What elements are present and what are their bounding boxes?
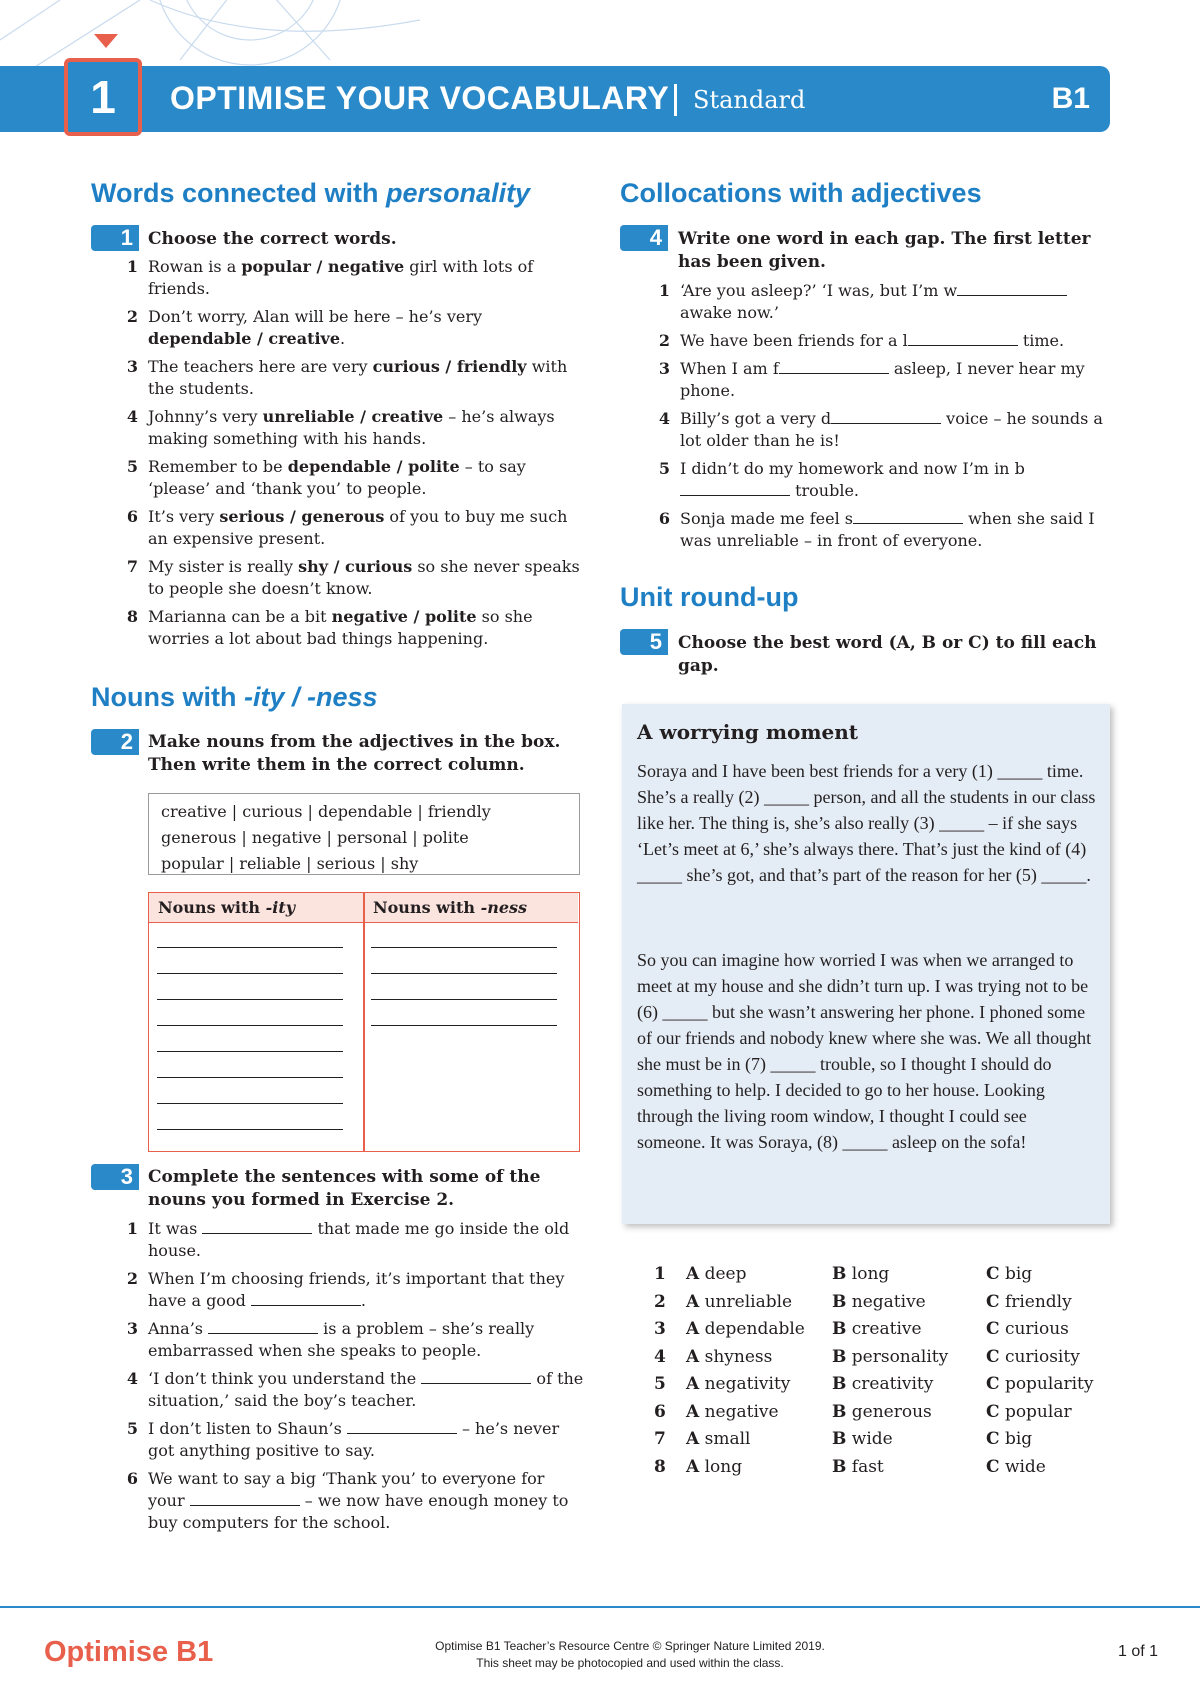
word-choice: curious / friendly [372, 357, 527, 376]
option-word: curious [1004, 1319, 1069, 1339]
option-b [832, 1457, 884, 1483]
answer-line [157, 999, 343, 1000]
list-item [648, 408, 1110, 452]
option-letter: B [832, 1374, 847, 1394]
nouns-ity-header: Nouns with -ity [149, 893, 363, 923]
copyright-line: This sheet may be photocopied and used within the class. [476, 1656, 784, 1670]
option-word: popularity [1004, 1374, 1094, 1394]
list-item [116, 1268, 586, 1312]
option-letter: A [686, 1319, 700, 1339]
item-number: 1 [126, 257, 138, 276]
option-word: creativity [851, 1374, 934, 1394]
item-text: . [340, 329, 346, 348]
option-letter: C [986, 1456, 1000, 1477]
exercise-2-instruction: Make nouns from the adjectives in the box. Then write them in the correct column. [148, 732, 561, 775]
answer-line [371, 947, 557, 948]
answer-line [371, 1025, 557, 1026]
answer-line [371, 973, 557, 974]
option-c [986, 1264, 1032, 1290]
option-a [686, 1347, 772, 1373]
item-number: 5 [126, 457, 138, 476]
item-number: 2 [126, 1269, 138, 1288]
list-item [648, 280, 1110, 324]
item-number: 3 [126, 1319, 138, 1338]
answer-gap [957, 281, 1067, 296]
option-letter: B [832, 1346, 847, 1367]
section-title-collocations: Collocations with adjectives [620, 178, 982, 208]
nouns-ness-header: Nouns with -ness [364, 893, 578, 923]
item-text: The teachers here are very [148, 357, 373, 376]
item-text: Johnny’s very [148, 407, 263, 426]
list-item [116, 506, 586, 550]
item-number: 3 [658, 359, 670, 378]
answer-gap [680, 481, 790, 496]
item-text: Anna’s [148, 1319, 209, 1338]
option-number: 1 [654, 1264, 666, 1284]
item-text: voice – he sounds a lot older than he is! [680, 409, 1103, 450]
option-word: wide [1004, 1456, 1046, 1477]
item-text: with the students. [148, 357, 568, 398]
answer-line [157, 1077, 343, 1078]
option-b [832, 1347, 948, 1373]
word-box [148, 793, 580, 875]
answer-gap [190, 1491, 300, 1506]
option-word: popular [1004, 1401, 1072, 1422]
exercise-4-items [648, 280, 1110, 558]
list-item [116, 556, 586, 600]
item-number: 2 [126, 307, 138, 326]
option-word: generous [851, 1401, 932, 1422]
option-c [986, 1402, 1072, 1428]
answer-gap [208, 1319, 318, 1334]
option-word: negative [851, 1291, 926, 1312]
option-c [986, 1429, 1032, 1455]
word-choice: popular / negative [241, 257, 405, 276]
answer-line [157, 1129, 343, 1130]
exercise-4-instruction: Write one word in each gap. The first letter has been given. [678, 229, 1091, 272]
item-text: ‘I don’t think you understand the [148, 1369, 422, 1388]
section-title-round-up: Unit round-up [620, 582, 799, 612]
story-paragraph-2: So you can imagine how worried I was when we arranged to meet at my house and she didn’t turn up. I was trying not to be (6) _____ but she wasn’t answering her phone. I phoned some of our friends and nobody knew where she was. We all thought she must be in (7) _____ trouble, so I thought I should do something to help. I decided to go to her house. Looking through the living room window, I thought I could see someone. It was Soraya, (8) _____ asleep on the sofa! [637, 950, 1092, 1152]
list-item [116, 1368, 586, 1412]
item-text: – he’s always making something with his hands. [148, 407, 555, 448]
item-text: . [360, 1291, 366, 1310]
answer-gap [853, 509, 963, 524]
option-word: long [704, 1456, 743, 1477]
option-word: fast [851, 1456, 884, 1477]
story-paragraph-1: Soraya and I have been best friends for a very (1) _____ time. She’s a really (2) _____ person, and all the students in our class like her. The thing is, she’s also really (3) _____ – if she says ‘Let’s meet at 6,’ she’s always there. That’s just the kind of (4) _____ she’s got, and that’s part of the reason for her (5) _____. [637, 761, 1096, 885]
word-box-line: creative | curious | dependable | friendly [161, 802, 491, 821]
list-item [116, 406, 586, 450]
option-letter: C [986, 1401, 1000, 1422]
option-word: deep [704, 1264, 747, 1284]
option-a [686, 1292, 792, 1318]
item-number: 4 [126, 1369, 138, 1388]
item-text: girl with lots of friends. [148, 257, 534, 298]
option-word: small [704, 1429, 751, 1449]
item-text: When I’m choosing friends, it’s important that they have a good [148, 1269, 565, 1310]
list-item [648, 458, 1110, 502]
option-letter: A [686, 1291, 700, 1312]
item-text: Marianna can be a bit [148, 607, 332, 626]
list-item [648, 508, 1110, 552]
item-text: Remember to be [148, 457, 288, 476]
list-item [116, 1218, 586, 1262]
item-text: It’s very [148, 507, 220, 526]
answer-gap [831, 409, 941, 424]
item-text: When I am f [680, 359, 779, 378]
word-choice: unreliable / creative [262, 407, 444, 426]
answer-line [157, 1103, 343, 1104]
item-text: so she worries a lot about bad things happening. [148, 607, 533, 648]
option-b [832, 1292, 926, 1318]
option-a [686, 1402, 779, 1428]
option-letter: B [832, 1456, 847, 1477]
word-choice: shy / curious [298, 557, 413, 576]
item-text: is a problem – she’s really embarrassed when she speaks to people. [148, 1319, 535, 1360]
word-choice: negative / polite [331, 607, 477, 626]
page-subtitle: Standard [693, 86, 806, 114]
option-number: 7 [654, 1429, 666, 1449]
option-word: personality [851, 1346, 949, 1367]
footer-divider [0, 1606, 1200, 1608]
option-letter: A [686, 1429, 700, 1449]
copyright-line: Optimise B1 Teacher’s Resource Centre © Springer Nature Limited 2019. [435, 1639, 825, 1653]
option-word: curiosity [1004, 1346, 1080, 1367]
page-title: OPTIMISE YOUR VOCABULARY [170, 80, 670, 116]
option-letter: B [832, 1401, 847, 1422]
item-number: 4 [126, 407, 138, 426]
item-text: when she said I was unreliable – in front of everyone. [680, 509, 1095, 550]
option-letter: A [686, 1456, 700, 1477]
item-number: 6 [658, 509, 670, 528]
nouns-table [148, 892, 580, 1152]
decorative-compass-lines [0, 0, 420, 70]
item-text: – to say ‘please’ and ‘thank you’ to people. [148, 457, 526, 498]
item-text: asleep, I never hear my phone. [680, 359, 1085, 400]
answer-line [157, 1051, 343, 1052]
option-c [986, 1457, 1046, 1483]
item-text: I don’t listen to Shaun’s [148, 1419, 347, 1438]
option-a [686, 1429, 750, 1455]
exercise-1-badge: 1 [91, 225, 139, 251]
option-a [686, 1264, 747, 1290]
exercise-4-badge: 4 [620, 225, 668, 251]
option-letter: B [832, 1291, 847, 1312]
list-item [116, 306, 586, 350]
option-letter: B [832, 1319, 847, 1339]
footer-copyright [360, 1638, 900, 1672]
answer-gap [251, 1291, 361, 1306]
option-number: 4 [654, 1346, 666, 1367]
option-word: wide [851, 1429, 893, 1449]
unit-number-badge: 1 [64, 58, 142, 136]
list-item [116, 356, 586, 400]
option-word: negativity [704, 1374, 791, 1394]
item-number: 1 [658, 281, 670, 300]
footer-brand: Optimise B1 [44, 1636, 214, 1668]
option-a [686, 1374, 790, 1400]
option-word: unreliable [704, 1291, 793, 1312]
item-text: My sister is really [148, 557, 299, 576]
answer-gap [779, 359, 889, 374]
item-text: trouble. [790, 481, 860, 500]
exercise-3-instruction: Complete the sentences with some of the nouns you formed in Exercise 2. [148, 1167, 541, 1210]
option-word: dependable [704, 1319, 805, 1339]
exercise-1-instruction: Choose the correct words. [148, 229, 397, 249]
item-text: that made me go inside the old house. [148, 1219, 570, 1260]
page-number: 1 of 1 [1117, 1643, 1158, 1660]
item-number: 4 [658, 409, 670, 428]
exercise-3-badge: 3 [91, 1164, 139, 1190]
exercise-2-badge: 2 [91, 729, 139, 755]
word-box-line: popular | reliable | serious | shy [161, 854, 419, 873]
list-item [116, 1468, 586, 1534]
item-text: – he’s never got anything positive to say. [148, 1419, 560, 1460]
list-item [116, 1418, 586, 1462]
option-word: friendly [1004, 1291, 1072, 1312]
item-text: – we now have enough money to buy computers for the school. [148, 1491, 569, 1532]
list-item [116, 1318, 586, 1362]
option-letter: C [986, 1346, 1000, 1367]
option-letter: A [686, 1264, 700, 1284]
item-text: Rowan is a [148, 257, 242, 276]
answer-line [157, 1025, 343, 1026]
option-a [686, 1319, 805, 1345]
option-b [832, 1374, 933, 1400]
story-title: A worrying moment [637, 720, 858, 744]
item-text: so she never speaks to people she doesn’t know. [148, 557, 580, 598]
exercise-1-items [116, 256, 586, 656]
list-item [648, 330, 1110, 352]
item-number: 6 [126, 507, 138, 526]
option-word: long [851, 1264, 890, 1284]
item-number: 8 [126, 607, 138, 626]
item-number: 5 [126, 1419, 138, 1438]
item-number: 5 [658, 459, 670, 478]
option-word: big [1004, 1429, 1033, 1449]
item-text: of you to buy me such an expensive present. [148, 507, 568, 548]
option-word: negative [704, 1401, 779, 1422]
item-text: We have been friends for a l [680, 331, 908, 350]
list-item [116, 256, 586, 300]
item-text: We want to say a big ‘Thank you’ to everyone for your [148, 1469, 545, 1510]
section-title-nouns: Nouns with -ity / -ness [91, 682, 378, 712]
item-text: I didn’t do my homework and now I’m in b [680, 459, 1025, 478]
option-letter: B [832, 1429, 847, 1449]
option-number: 5 [654, 1374, 666, 1394]
option-b [832, 1264, 889, 1290]
section-title-personality: Words connected with personality [91, 178, 531, 208]
answer-line [371, 999, 557, 1000]
option-a [686, 1457, 742, 1483]
item-number: 3 [126, 357, 138, 376]
option-number: 2 [654, 1291, 666, 1312]
answer-line [157, 947, 343, 948]
option-letter: A [686, 1374, 700, 1394]
unit-marker-arrow [94, 34, 118, 48]
option-number: 8 [654, 1456, 666, 1477]
option-letter: C [986, 1291, 1000, 1312]
item-text: ‘Are you asleep?’ ‘I was, but I’m w [680, 281, 958, 300]
item-number: 2 [658, 331, 670, 350]
list-item [648, 358, 1110, 402]
word-choice: serious / generous [219, 507, 385, 526]
item-number: 7 [126, 557, 138, 576]
option-letter: B [832, 1264, 847, 1284]
table-column-divider [363, 893, 365, 1151]
option-word: shyness [704, 1346, 773, 1367]
answer-line [157, 973, 343, 974]
header-divider [674, 84, 677, 116]
exercise-5-instruction: Choose the best word (A, B or C) to fill each gap. [678, 633, 1097, 676]
exercise-5-badge: 5 [620, 629, 668, 655]
item-number: 1 [126, 1219, 138, 1238]
option-letter: C [986, 1429, 1000, 1449]
list-item [116, 456, 586, 500]
list-item [116, 606, 586, 650]
option-c [986, 1347, 1080, 1373]
option-letter: A [686, 1401, 700, 1422]
option-letter: C [986, 1374, 1000, 1394]
item-text: It was [148, 1219, 203, 1238]
option-b [832, 1429, 893, 1455]
answer-gap [421, 1369, 531, 1384]
option-letter: A [686, 1346, 700, 1367]
level-label: B1 [1051, 82, 1090, 115]
word-box-line: generous | negative | personal | polite [161, 828, 469, 847]
answer-gap [347, 1419, 457, 1434]
item-text: Don’t worry, Alan will be here – he’s very [148, 307, 483, 326]
option-word: big [1004, 1264, 1033, 1284]
exercise-3-items [116, 1218, 586, 1540]
word-choice: dependable / polite [287, 457, 460, 476]
option-c [986, 1319, 1069, 1345]
option-word: creative [851, 1319, 922, 1339]
option-c [986, 1374, 1093, 1400]
item-text: of the situation,’ said the boy’s teacher. [148, 1369, 584, 1410]
item-text: time. [1017, 331, 1065, 350]
option-c [986, 1292, 1072, 1318]
item-text: Billy’s got a very d [680, 409, 832, 428]
option-b [832, 1319, 922, 1345]
item-text: Sonja made me feel s [680, 509, 853, 528]
answer-gap [908, 331, 1018, 346]
option-letter: C [986, 1264, 1000, 1284]
word-choice: dependable / creative [148, 329, 341, 348]
option-b [832, 1402, 932, 1428]
item-text: awake now.’ [680, 303, 779, 322]
option-number: 3 [654, 1319, 666, 1339]
option-letter: C [986, 1319, 1000, 1339]
answer-gap [202, 1219, 312, 1234]
option-number: 6 [654, 1401, 666, 1422]
item-number: 6 [126, 1469, 138, 1488]
